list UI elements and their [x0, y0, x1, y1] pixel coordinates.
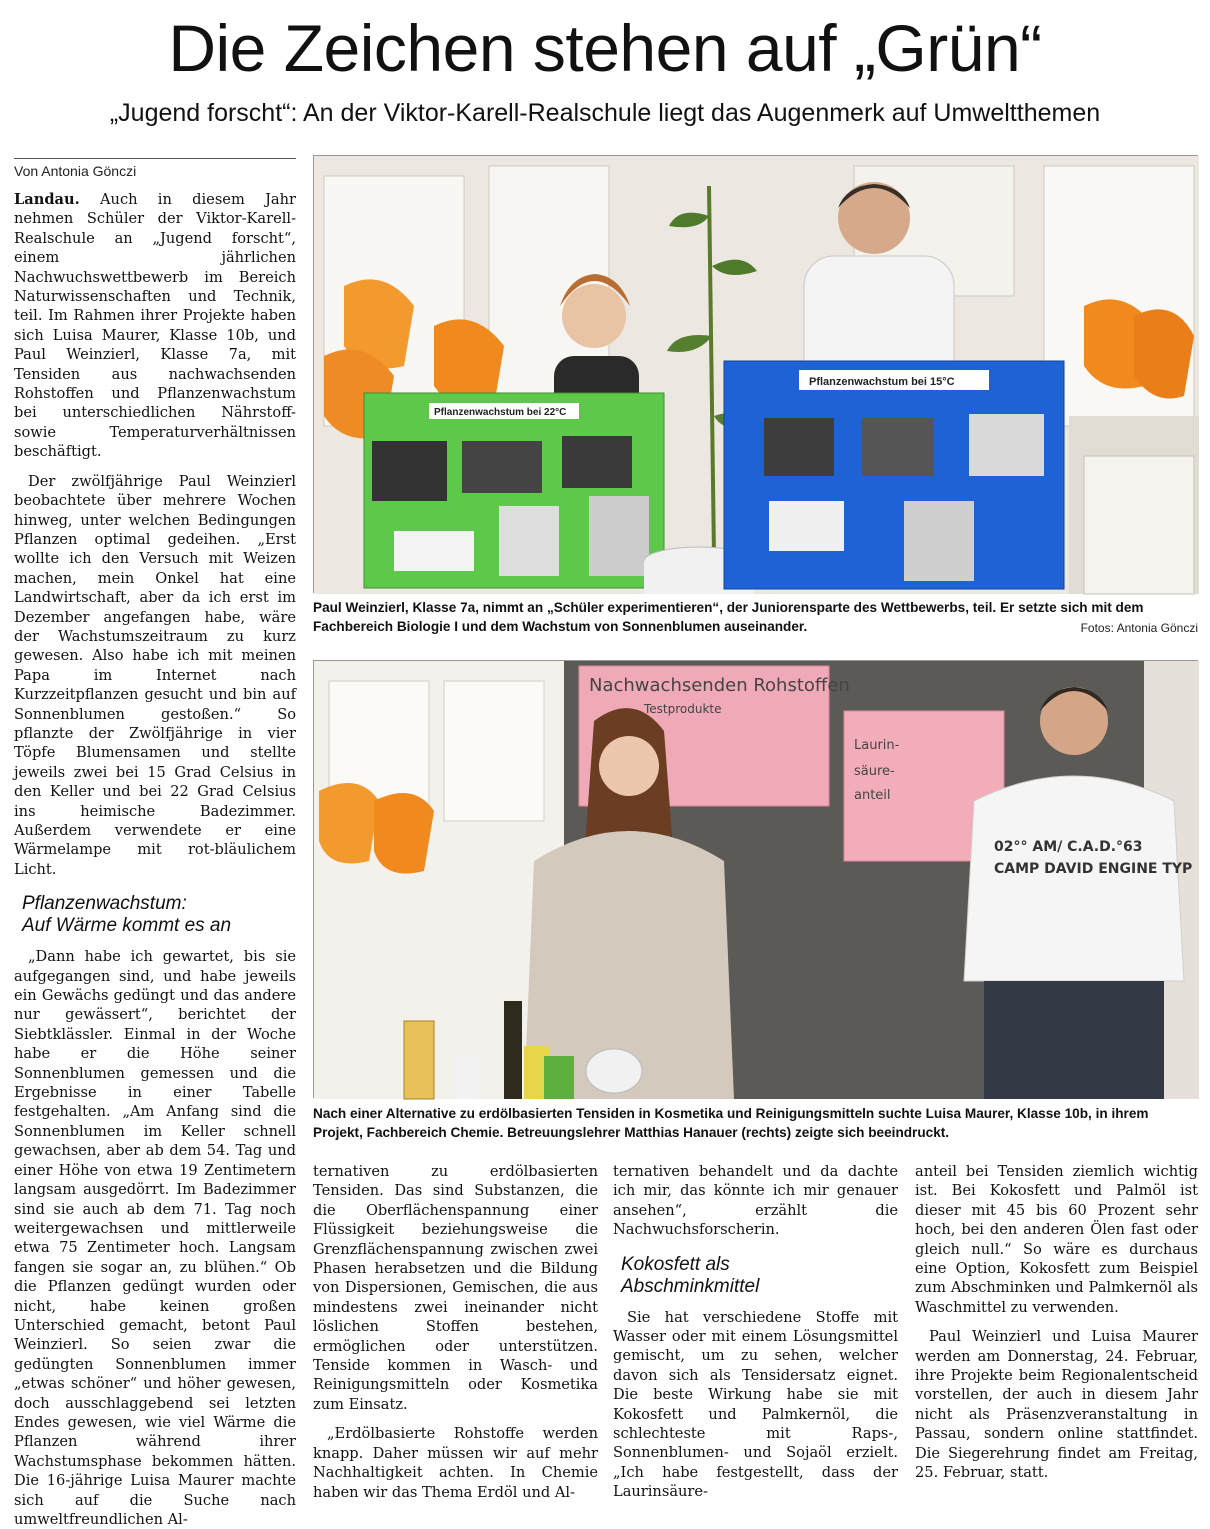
article-column-4 [915, 1162, 1198, 1497]
chart-label-1: Laurin- [854, 738, 900, 753]
section-subtitle: Kokosfett als Abschminkmittel [621, 1253, 760, 1297]
photo-plant-growth [313, 155, 1198, 593]
section-subtitle: Pflanzenwachstum: Auf Wärme kommt es an [22, 893, 232, 937]
paragraph-intro: Landau. Auch in diesem Jahr nehmen Schüler der Viktor-Karell-Realschule an „Jugend forscht“, einem jährlichen Nachwuchswettbewerb im Bereich Naturwissenschaften und Technik, teil. Im Rahmen ihrer Projekte haben sich Luisa Maurer, Klasse 10b, und Paul Weinzierl, Klasse 7a, mit Tensiden aus nachwachsenden Rohstoffen und Pflanzenwachstum bei unterschiedlichen Nährstoff- sowie Temperaturverhältnissen beschäftigt. [14, 191, 297, 461]
paragraph: „Erdölbasierte Rohstoffe werden knapp. Daher müssen wir auf mehr Nachhaltigkeit achten. In Chemie haben wir das Thema Erdöl und Al- [313, 1425, 598, 1501]
dateline: Landau. [14, 191, 80, 208]
photo-credit: Fotos: Antonia Gönczi [1080, 621, 1198, 635]
headline: Die Zeichen stehen auf „Grün“ [168, 11, 1042, 85]
shirt-text-1: 02°° AM/ C.A.D.°63 [994, 839, 1143, 855]
article-column-2 [313, 1162, 598, 1501]
shirt-text-2: CAMP DAVID ENGINE TYP [994, 861, 1193, 877]
poster-subtitle: Testprodukte [644, 702, 722, 716]
paragraph: anteil bei Tensiden ziemlich wichtig ist. Bei Kokosfett und Palmöl ist dieser mit 45 bis 60 Prozent sehr hoch, bei den anderen Ölen fast oder gleich null.“ So wäre es durchaus eine Option, Kokosfett zum Beispiel zum Abschminken und Palmkernöl als Waschmittel zu verwenden. [915, 1163, 1198, 1316]
subheadline: „Jugend forscht“: An der Viktor-Karell-Realschule liegt das Augenmerk auf Umweltthemen [109, 99, 1101, 127]
chart-label-2: säure- [854, 764, 895, 779]
paragraph: Paul Weinzierl und Luisa Maurer werden am Donnerstag, 24. Februar, ihre Projekte beim Regionalentscheid vorstellen, der auch in diesem Jahr nicht als Präsenzveranstaltung in Passau, sondern online stattfindet. Die Siegerehrung findet am Freitag, 25. Februar, statt. [915, 1328, 1198, 1482]
byline: Von Antonia Gönczi [14, 158, 296, 179]
paragraph: ternativen behandelt und da dachte ich mir, das könnte ich mir genauer ansehen“, erzählt die Nachwuchsforscherin. [613, 1163, 898, 1239]
poster-right-title: Pflanzenwachstum bei 15°C [809, 376, 955, 388]
photo-chemistry-project [313, 660, 1198, 1098]
paragraph: Sie hat verschiedene Stoffe mit Wasser oder mit einem Lösungsmittel gemischt, um zu sehen, welcher davon sich als Tensidersatz eignet. Die beste Wirkung habe sie mit Kokosfett und Palmkernöl, die schlechteste mit Raps-, Sonnenblumen- und Sojaöl erzielt. „Ich habe festgestellt, dass der Laurinsäure- [613, 1308, 898, 1501]
poster-title: Nachwachsenden Rohstoffen [589, 675, 850, 696]
photo-caption-2: Nach einer Alternative zu erdölbasierten Tensiden in Kosmetika und Reinigungsmitteln suchte Luisa Maurer, Klasse 10b, in ihrem Projekt, Fachbereich Chemie. Betreuungslehrer Matthias Hanauer (rechts) zeigte sich beeindruckt. [313, 1106, 1149, 1140]
paragraph: Der zwölfjährige Paul Weinzierl beobachtete über mehrere Wochen hinweg, unter welchen Bedingungen Pflanzen optimal gedeihen. „Erst wollte ich den Versuch mit Weizen machen, mein Onkel hat eine Landwirtschaft, aber da ich erst im Dezember angefangen habe, wäre der Wachstumszeitraum zu kurz gewesen. Also habe ich mit meinen Papa im Internet nach Kurzzeitpflanzen gesucht und bin auf Sonnenblumen gestoßen.“ So pflanzte der Zwölfjährige in vier Töpfe Blumensamen und stellte jeweils zwei bei 15 Grad Celsius in den Keller und bei 22 Grad Celsius ins heimische Badezimmer. Außerdem verwendete er eine Wärmelampe mit rot-bläulichem Licht. [14, 472, 296, 878]
article-column-1 [14, 190, 297, 1528]
paragraph: „Dann habe ich gewartet, bis sie aufgegangen sind, und habe jeweils ein Gewächs gedüngt und das andere nur gewässert“, berichtet der Siebtklässler. Einmal in der Woche habe er die Höhe seiner Sonnenblumen gemessen und die Ergebnisse in einer Tabelle festgehalten. „Am Anfang sind die Sonnenblumen im Keller schnell gewachsen, aber ab dem 54. Tag und einer Höhe von etwa 19 Zentimetern langsam ausgedörrt. Im Badezimmer sind sie auch ab dem 71. Tag noch weitergewachsen und mittlerweile etwa 75 Zentimeter hoch. Langsam fangen sie sogar an, zu blühen.“ Ob die Pflanzen gedüngt wurden oder nicht, habe keinen großen Unterschied gemacht, betont Paul Weinzierl. So seien zwar die gedüngten Sonnenblumen immer „etwas schöner“ und höher gewesen, doch ausschlaggebend sei letzten Endes gewesen, wie viel Wärme die Pflanzen während ihrer Wachstumsphase bekommen hätten. Die 16-jährige Luisa Maurer machte sich auf die Suche nach umweltfreundlichen Al- [14, 948, 296, 1528]
photo-caption-1: Paul Weinzierl, Klasse 7a, nimmt an „Schüler experimentieren“, der Juniorensparte des Wettbewerbs, teil. Er setzte sich mit dem Fachbereich Biologie I und dem Wachstum von Sonnenblumen auseinander. [313, 600, 1144, 634]
chart-label-3: anteil [854, 788, 891, 803]
paragraph: ternativen zu erdölbasierten Tensiden. Das sind Substanzen, die die Oberflächenspannung einer Flüssigkeit beziehungsweise die Grenzflächenspannung zwischen zwei Phasen herabsetzen und die Bildung von Dispersionen, Gemischen, die aus mindestens zwei ineinander nicht löslichen Stoffen bestehen, ermöglichen oder unterstützen. Tenside kommen in Wasch- und Reinigungsmitteln oder Kosmetika zum Einsatz. [313, 1163, 598, 1413]
poster-left-title: Pflanzenwachstum bei 22°C [434, 407, 567, 418]
article-column-3 [613, 1162, 898, 1501]
photo-plant-growth-image [314, 156, 1199, 594]
photo-chemistry-project-image [314, 661, 1199, 1099]
